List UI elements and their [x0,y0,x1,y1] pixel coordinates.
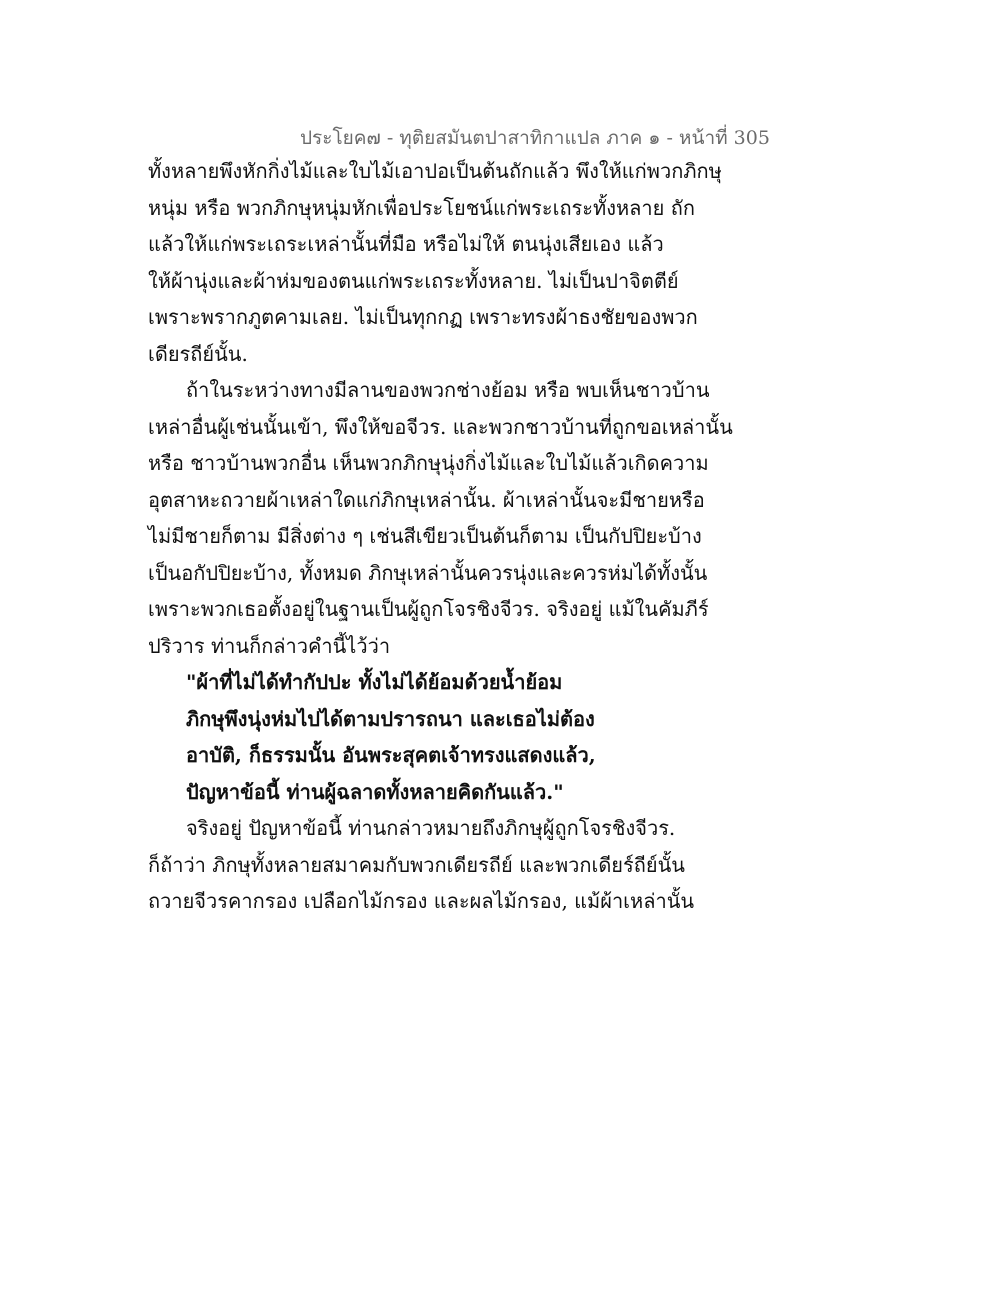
text-line: เดียรถีย์นั้น. [148,341,248,366]
verse-line: อาบัติ, ก็ธรรมนั้น อันพระสุคตเจ้าทรงแสดงแล้ว, [186,743,596,767]
text-line: อุตสาหะถวายผ้าเหล่าใดแก่ภิกษุเหล่านั้น. ผ้าเหล่านั้นจะมีชายหรือ [148,487,705,512]
text-line: เป็นอกัปปิยะบ้าง, ทั้งหมด ภิกษุเหล่านั้นควรนุ่งและควรห่มได้ทั้งนั้น [148,560,708,585]
verse-line: ภิกษุพึงนุ่งห่มไปได้ตามปรารถนา และเธอไม่ต้อง [186,706,595,731]
text-line: ถ้าในระหว่างทางมีลานของพวกช่างย้อม หรือ พบเห็นชาวบ้าน [186,378,710,402]
text-line: ทั้งหลายพึงหักกิ่งไม้และใบไม้เอาปอเป็นต้นถักแล้ว พึงให้แก่พวกภิกษุ [148,159,722,183]
running-header: ประโยค๗ - ทุติยสมันตปาสาทิกาแปล ภาค ๑ - หน้าที่ 305 [300,127,770,149]
text-line: ก็ถ้าว่า ภิกษุทั้งหลายสมาคมกับพวกเดียรถีย์ และพวกเดียร์ถีย์นั้น [148,852,685,877]
text-line: จริงอยู่ ปัญหาข้อนี้ ท่านกล่าวหมายถึงภิกษุผู้ถูกโจรชิงจีวร. [186,816,676,840]
text-line: ปริวาร ท่านก็กล่าวคำนี้ไว้ว่า [148,633,391,658]
body-text [148,153,733,920]
verse-line: ปัญหาข้อนี้ ท่านผู้ฉลาดทั้งหลายคิดกันแล้ว." [186,779,564,804]
text-line: เหล่าอื่นผู้เช่นนั้นเข้า, พึงให้ขอจีวร. และพวกชาวบ้านที่ถูกขอเหล่านั้น [148,414,733,439]
text-line: หนุ่ม หรือ พวกภิกษุหนุ่มหักเพื่อประโยชน์แก่พระเถระทั้งหลาย ถัก [148,195,695,220]
verse-line: "ผ้าที่ไม่ได้ทำกัปปะ ทั้งไม่ได้ย้อมด้วยน้ำย้อม [186,670,563,694]
text-line: ไม่มีชายก็ตาม มีสิ่งต่าง ๆ เช่นสีเขียวเป็นต้นก็ตาม เป็นกัปปิยะบ้าง [148,524,702,548]
text-line: ให้ผ้านุ่งและผ้าห่มของตนแก่พระเถระทั้งหลาย. ไม่เป็นปาจิตตีย์ [148,268,679,293]
text-line: ถวายจีวรคากรอง เปลือกไม้กรอง และผลไม้กรอง, แม้ผ้าเหล่านั้น [148,889,695,913]
text-line: เพราะพรากภูตคามเลย. ไม่เป็นทุกกฏ เพราะทรงผ้าธงชัยของพวก [148,305,698,329]
text-line: แล้วให้แก่พระเถระเหล่านั้นที่มือ หรือไม่ให้ ตนนุ่งเสียเอง แล้ว [148,232,664,256]
text-line: เพราะพวกเธอตั้งอยู่ในฐานเป็นผู้ถูกโจรชิงจีวร. จริงอยู่ แม้ในคัมภีร์ [148,597,709,621]
text-line: หรือ ชาวบ้านพวกอื่น เห็นพวกภิกษุนุ่งกิ่งไม้และใบไม้แล้วเกิดความ [148,451,709,475]
